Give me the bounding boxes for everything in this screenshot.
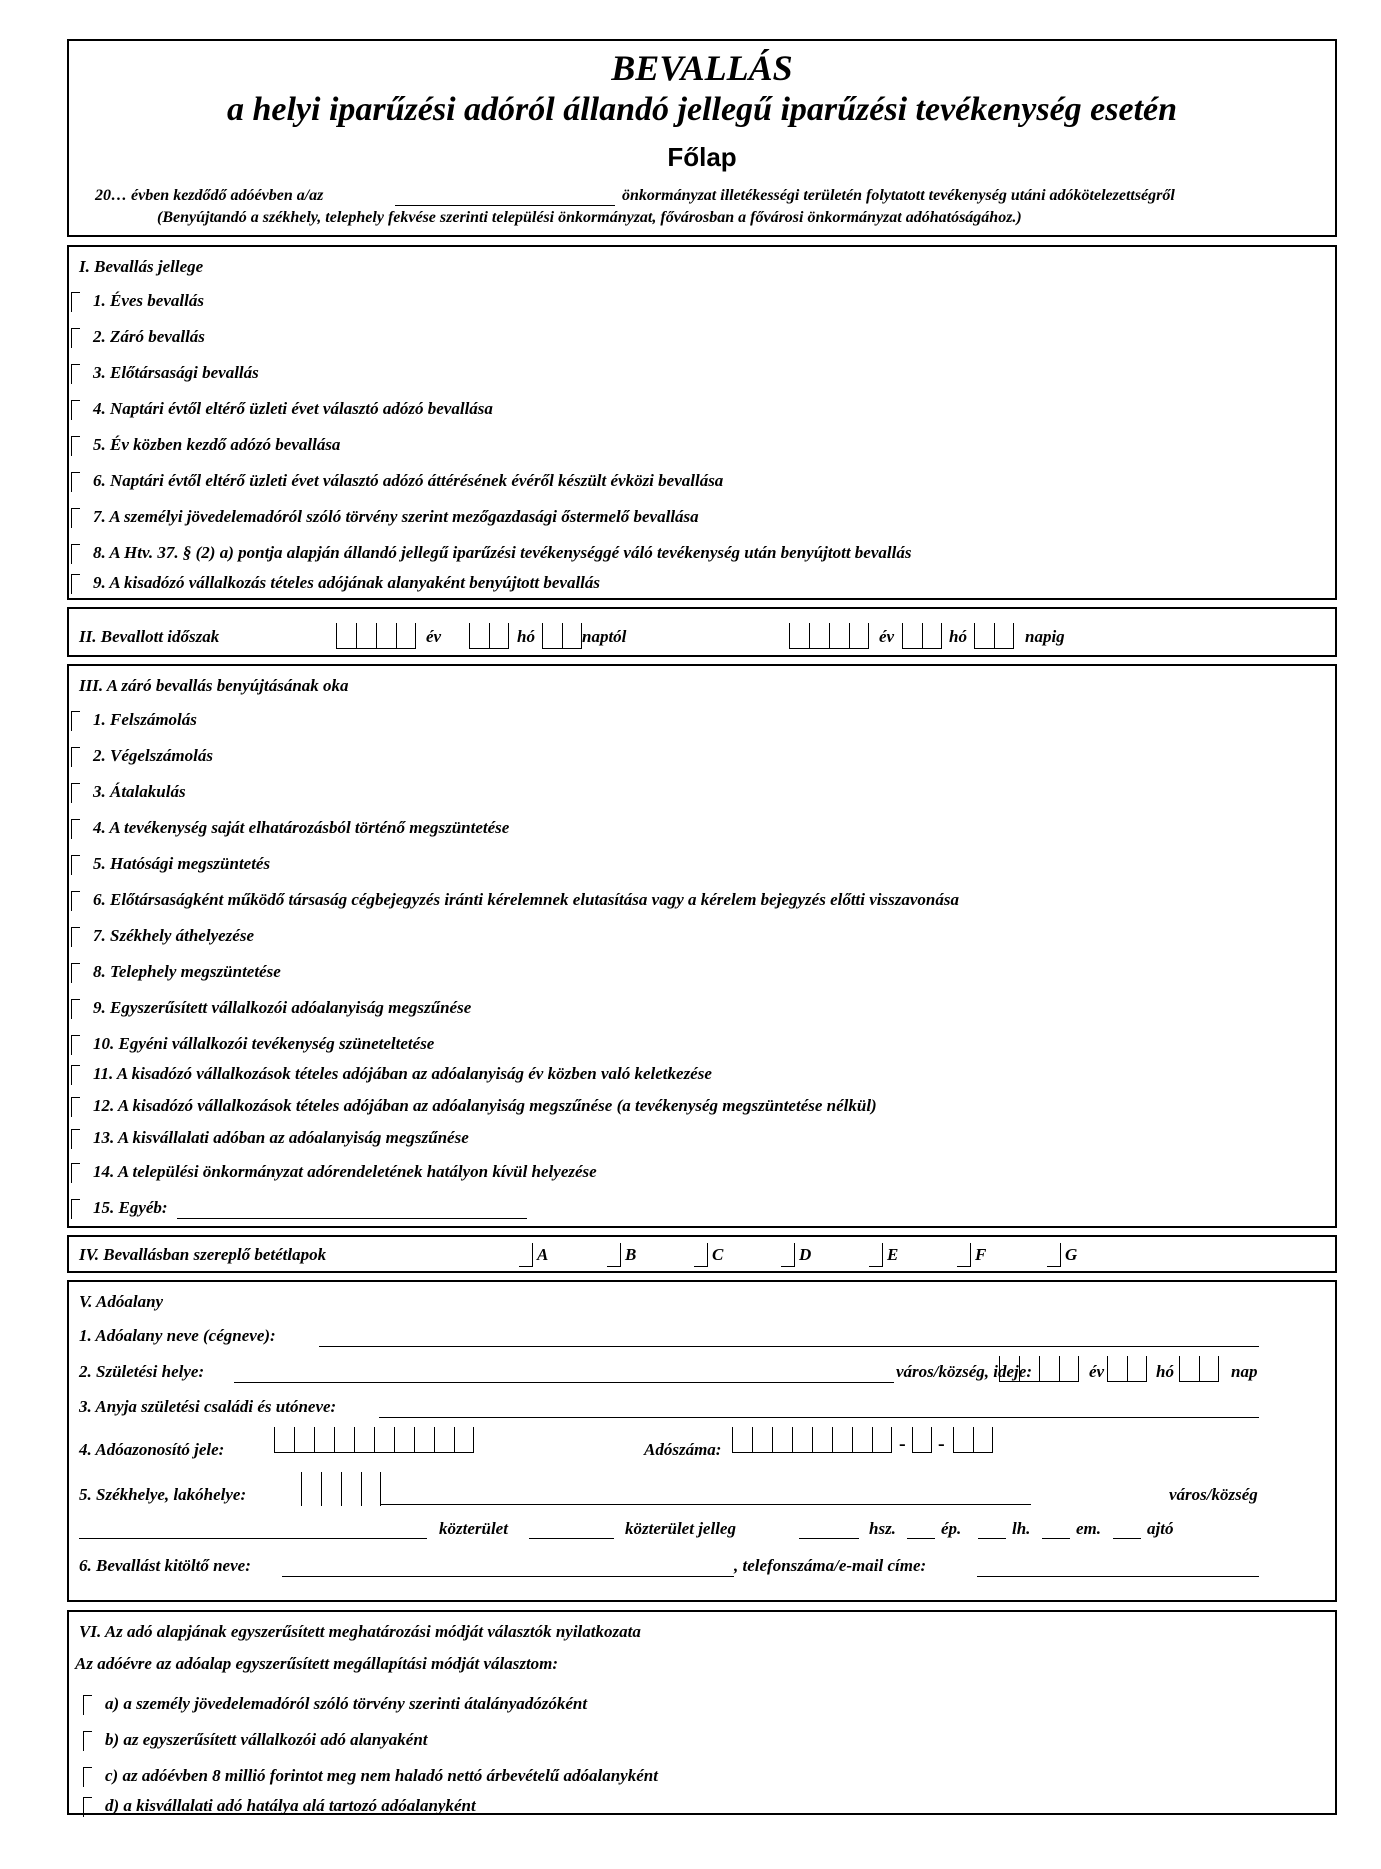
mother-name-field[interactable] (379, 1417, 1259, 1418)
to-ev-label: év (879, 627, 895, 646)
s1-item-5: 5. Év közben kezdő adózó bevallása (93, 435, 341, 454)
s6-checkbox-2[interactable] (83, 1731, 92, 1751)
s3-checkbox-1[interactable] (71, 711, 80, 731)
section-6-box (67, 1610, 1337, 1815)
from-year-cells[interactable] (336, 623, 416, 649)
insert-sheet-label-a: A (537, 1245, 549, 1264)
tax-id-label: 4. Adóazonosító jele: (79, 1440, 225, 1459)
section-3-box (67, 664, 1337, 1228)
s1-item-9: 9. A kisadózó vállalkozás tételes adójának alanyaként benyújtott bevallás (93, 573, 601, 592)
section-2-box (67, 607, 1337, 657)
tax-number-cells-2[interactable] (912, 1427, 932, 1453)
s3-item-9: 9. Egyszerűsített vállalkozói adóalanyiság megszűnése (93, 998, 472, 1017)
building-field[interactable] (907, 1538, 935, 1539)
s3-item-5: 5. Hatósági megszüntetés (93, 854, 271, 873)
s1-item-1: 1. Éves bevallás (93, 291, 204, 310)
ajto-label: ajtó (1147, 1519, 1174, 1538)
s6-item-4: d) a kisvállalati adó hatálya alá tartozó adóalanyként (105, 1796, 476, 1815)
insert-sheet-label-d: D (799, 1245, 812, 1264)
section-5-box (67, 1280, 1337, 1602)
s1-checkbox-2[interactable] (71, 328, 80, 348)
from-month-cells[interactable] (469, 623, 509, 649)
hsz-label: hsz. (869, 1519, 896, 1538)
s3-item-7: 7. Székhely áthelyezése (93, 926, 254, 945)
from-day-cells[interactable] (542, 623, 582, 649)
birth-ho-label: hó (1156, 1362, 1174, 1381)
birth-day-cells[interactable] (1179, 1356, 1219, 1382)
em-label: em. (1076, 1519, 1102, 1538)
s3-item-4: 4. A tevékenység saját elhatározásból történő megszüntetése (93, 818, 510, 837)
s6-checkbox-3[interactable] (83, 1767, 92, 1787)
filler-name-label: 6. Bevallást kitöltő neve: (79, 1556, 251, 1575)
s1-checkbox-8[interactable] (71, 544, 80, 564)
phone-email-label: , telefonszáma/e-mail címe: (734, 1556, 927, 1575)
s3-item-15: 15. Egyéb: (93, 1198, 168, 1217)
insert-sheet-label-e: E (887, 1245, 899, 1264)
s6-checkbox-4[interactable] (83, 1797, 92, 1817)
insert-sheet-checkbox-c[interactable] (694, 1243, 708, 1267)
stair-field[interactable] (978, 1538, 1006, 1539)
door-field[interactable] (1113, 1538, 1141, 1539)
s3-item-11: 11. A kisadózó vállalkozások tételes adójában az adóalanyiság év közben való keletkezése (93, 1064, 712, 1083)
s1-checkbox-1[interactable] (71, 292, 80, 312)
s1-item-7: 7. A személyi jövedelemadóról szóló törvény szerint mezőgazdasági őstermelő bevallása (93, 507, 699, 526)
s3-item-2: 2. Végelszámolás (93, 746, 213, 765)
insert-sheet-checkbox-b[interactable] (607, 1243, 621, 1267)
insert-sheet-label-f: F (975, 1245, 987, 1264)
page-label: Főlap (667, 142, 737, 172)
insert-sheet-checkbox-e[interactable] (869, 1243, 883, 1267)
s1-checkbox-7[interactable] (71, 508, 80, 528)
insert-sheet-label-c: C (712, 1245, 724, 1264)
from-ev-label: év (426, 627, 442, 646)
taxpayer-name-label: 1. Adóalany neve (cégneve): (79, 1326, 276, 1345)
taxpayer-name-field[interactable] (319, 1346, 1259, 1347)
s3-item-8: 8. Telephely megszüntetése (93, 962, 281, 981)
city-label: város/község (1169, 1485, 1258, 1504)
insert-sheet-checkbox-g[interactable] (1047, 1243, 1061, 1267)
tax-number-label: Adószáma: (644, 1440, 722, 1459)
house-number-field[interactable] (799, 1538, 859, 1539)
s3-checkbox-13[interactable] (71, 1129, 80, 1149)
s6-checkbox-1[interactable] (83, 1695, 92, 1715)
insert-sheet-label-g: G (1065, 1245, 1078, 1264)
section-1-box (67, 245, 1337, 600)
from-ho-label: hó (517, 627, 535, 646)
floor-field[interactable] (1042, 1538, 1070, 1539)
s3-item-3: 3. Átalakulás (93, 782, 186, 801)
ep-label: ép. (941, 1519, 962, 1538)
s3-checkbox-6[interactable] (71, 891, 80, 911)
birth-nap-label: nap (1231, 1362, 1258, 1381)
birth-place-field[interactable] (234, 1382, 894, 1383)
form-title: BEVALLÁS (611, 48, 793, 88)
birth-ev-label: év (1089, 1362, 1105, 1381)
header-scope-text: önkormányzat illetékességi területén folytatott tevékenység utáni adókötelezettségről (622, 187, 1175, 204)
kozterulet-jelleg-label: közterület jelleg (625, 1519, 736, 1538)
birth-place-label: 2. Születési helye: (79, 1362, 205, 1381)
s1-checkbox-5[interactable] (71, 436, 80, 456)
s3-checkbox-11[interactable] (71, 1065, 80, 1085)
s1-item-2: 2. Záró bevallás (93, 327, 205, 346)
s3-checkbox-2[interactable] (71, 747, 80, 767)
city-date-label: város/község, ideje: (896, 1362, 1032, 1381)
header-box (67, 39, 1337, 237)
s3-checkbox-7[interactable] (71, 927, 80, 947)
s3-item-1: 1. Felszámolás (93, 710, 197, 729)
s3-checkbox-8[interactable] (71, 963, 80, 983)
s1-item-6: 6. Naptári évtől eltérő üzleti évet választó adózó áttérésének évéről készült évközi bevallása (93, 471, 724, 490)
seat-city-field[interactable] (381, 1504, 1031, 1505)
s3-checkbox-4[interactable] (71, 819, 80, 839)
s3-checkbox-10[interactable] (71, 1035, 80, 1055)
section-2-title: II. Bevallott időszak (79, 627, 220, 646)
s1-checkbox-4[interactable] (71, 400, 80, 420)
birth-month-cells[interactable] (1107, 1356, 1147, 1382)
to-label: napig (1025, 627, 1065, 646)
tax-number-dash-1: - (899, 1433, 906, 1455)
section-6-title: VI. Az adó alapjának egyszerűsített meghatározási módját választók nyilatkozata (79, 1622, 641, 1641)
s3-checkbox-5[interactable] (71, 855, 80, 875)
from-label: naptól (582, 627, 627, 646)
birth-year-cells[interactable] (999, 1356, 1079, 1382)
section-6-intro: Az adóévre az adóalap egyszerűsített megállapítási módját választom: (75, 1654, 559, 1673)
postal-code-cells[interactable] (301, 1472, 381, 1506)
s3-checkbox-15[interactable] (71, 1199, 80, 1219)
insert-sheet-label-b: B (625, 1245, 637, 1264)
mother-name-label: 3. Anyja születési családi és utóneve: (79, 1397, 337, 1416)
other-reason-field[interactable] (177, 1218, 527, 1219)
s1-item-3: 3. Előtársasági bevallás (93, 363, 259, 382)
s3-item-12: 12. A kisadózó vállalkozások tételes adójában az adóalanyiság megszűnése (a tevékenység megszüntetése nélkül) (93, 1096, 877, 1115)
section-4-title: IV. Bevallásban szereplő betétlapok (79, 1245, 327, 1264)
to-ho-label: hó (949, 627, 967, 646)
to-year-cells[interactable] (789, 623, 869, 649)
section-3-title: III. A záró bevallás benyújtásának oka (79, 676, 349, 695)
s1-checkbox-9[interactable] (71, 574, 80, 594)
tax-number-cells-3[interactable] (953, 1427, 993, 1453)
header-note: (Benyújtandó a székhely, telephely fekvése szerinti települési önkormányzat, fővárosban a fővárosi önkormányzat adóhatóságához.) (157, 209, 1022, 226)
filler-name-field[interactable] (282, 1576, 734, 1577)
s3-item-14: 14. A települési önkormányzat adórendeletének hatályon kívül helyezése (93, 1162, 597, 1181)
lh-label: lh. (1012, 1519, 1031, 1538)
to-day-cells[interactable] (974, 623, 1014, 649)
s3-checkbox-14[interactable] (71, 1163, 80, 1183)
street-type-field[interactable] (529, 1538, 614, 1539)
s6-item-3: c) az adóévben 8 millió forintot meg nem haladó nettó árbevételű adóalanyként (105, 1766, 658, 1785)
municipality-field[interactable] (395, 205, 615, 206)
insert-sheet-checkbox-a[interactable] (519, 1243, 533, 1267)
section-5-title: V. Adóalany (79, 1292, 164, 1311)
header-year-text: 20… évben kezdődő adóévben a/az (95, 187, 324, 204)
s3-checkbox-3[interactable] (71, 783, 80, 803)
s6-item-2: b) az egyszerűsített vállalkozói adó alanyaként (105, 1730, 428, 1749)
s3-item-13: 13. A kisvállalati adóban az adóalanyiság megszűnése (93, 1128, 469, 1147)
s1-checkbox-3[interactable] (71, 364, 80, 384)
kozterulet-label: közterület (439, 1519, 508, 1538)
s3-item-10: 10. Egyéni vállalkozói tevékenység szüneteltetése (93, 1034, 435, 1053)
section-1-title: I. Bevallás jellege (79, 257, 204, 276)
insert-sheet-checkbox-d[interactable] (781, 1243, 795, 1267)
s3-checkbox-9[interactable] (71, 999, 80, 1019)
section-4-box (67, 1235, 1337, 1273)
to-month-cells[interactable] (902, 623, 942, 649)
seat-label: 5. Székhelye, lakóhelye: (79, 1485, 247, 1504)
s3-item-6: 6. Előtársaságként működő társaság cégbejegyzés iránti kérelemnek elutasítása vagy a kérelem bejegyzés előtti visszavonása (93, 890, 959, 909)
s3-checkbox-12[interactable] (71, 1097, 80, 1117)
phone-email-field[interactable] (977, 1576, 1259, 1577)
tax-number-cells-1[interactable] (732, 1427, 892, 1453)
tax-number-dash-2: - (938, 1433, 945, 1455)
street-field[interactable] (79, 1538, 427, 1539)
insert-sheet-checkbox-f[interactable] (957, 1243, 971, 1267)
form-subtitle: a helyi iparűzési adóról állandó jellegű iparűzési tevékenység esetén (226, 91, 1178, 128)
s1-checkbox-6[interactable] (71, 472, 80, 492)
tax-id-cells[interactable] (274, 1427, 474, 1453)
s1-item-8: 8. A Htv. 37. § (2) a) pontja alapján állandó jellegű iparűzési tevékenységgé váló tevékenység után benyújtott bevallás (93, 543, 912, 562)
s6-item-1: a) a személy jövedelemadóról szóló törvény szerinti átalányadózóként (105, 1694, 588, 1713)
s1-item-4: 4. Naptári évtől eltérő üzleti évet választó adózó bevallása (93, 399, 493, 418)
